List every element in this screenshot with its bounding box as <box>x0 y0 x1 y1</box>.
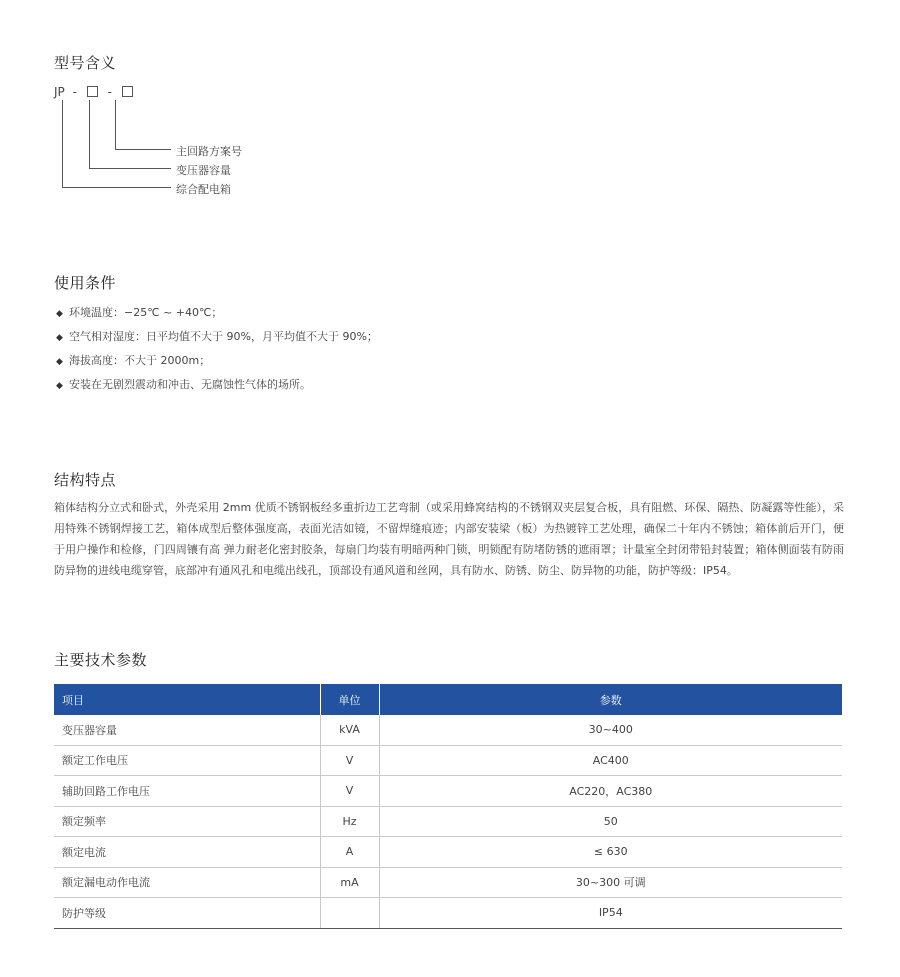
scheme-code-box <box>122 86 133 97</box>
table-header-row <box>54 684 842 715</box>
diamond-bullet-icon: ◆ <box>56 333 63 343</box>
column-header-value: 参数 <box>379 684 842 715</box>
legend-box-type: 综合配电箱 <box>176 183 231 196</box>
diamond-bullet-icon: ◆ <box>56 381 63 391</box>
condition-item: ◆ 安装在无剧烈震动和冲击、无腐蚀性气体的场所。 <box>56 378 311 391</box>
legend-capacity: 变压器容量 <box>176 164 231 177</box>
model-heading: 型号含义 <box>54 54 117 72</box>
column-header-unit: 单位 <box>320 684 379 715</box>
connector-line <box>62 100 63 188</box>
table-row: 额定频率 Hz 50 <box>54 806 842 837</box>
model-dash: - <box>107 84 112 99</box>
connector-line <box>115 100 116 150</box>
model-dash: - <box>72 84 77 99</box>
table-row: 额定电流 A ≤ 630 <box>54 837 842 868</box>
params-heading: 主要技术参数 <box>54 651 148 669</box>
structure-heading: 结构特点 <box>54 471 117 489</box>
condition-item: ◆ 空气相对湿度：日平均值不大于 90%，月平均值不大于 90%； <box>56 330 378 343</box>
table-row: 防护等级 IP54 <box>54 898 842 929</box>
capacity-code-box <box>87 86 98 97</box>
conditions-list <box>56 304 378 400</box>
table-row: 额定漏电动作电流 mA 30~300 可调 <box>54 867 842 898</box>
legend-scheme: 主回路方案号 <box>176 145 242 158</box>
table-row: 额定工作电压 V AC400 <box>54 745 842 776</box>
diamond-bullet-icon: ◆ <box>56 357 63 367</box>
structure-paragraph: 箱体结构分立式和卧式，外壳采用 2mm 优质不锈钢板经多重折边工艺弯制（或采用蜂窝结构的不锈钢双夹层复合板，具有阻燃、环保、隔热、防凝露等性能），采用特殊不锈钢焊接工艺，箱体成型后整体强度高，表面光洁如镜，不留焊缝痕迹；内部安装梁（板）为热镀锌工艺处理，确保二十年内不锈蚀；箱体前后开门，便于用户操作和检修，门四周镶有高 弹力耐老化密封胶条，每扇门均装有明暗两种门锁，明锁配有防堵防锈的遮雨罩；计量室全封闭带铅封装置；箱体侧面装有防雨防异物的进线电缆穿管，底部冲有通风孔和电缆出线孔，顶部设有通风道和丝网，具有防水、防锈、防尘、防异物的功能，防护等级：IP54。 <box>54 501 844 577</box>
model-prefix: JP <box>54 84 65 99</box>
condition-item: ◆ 环境温度：−25℃ ~ +40℃； <box>56 306 223 319</box>
table-row: 辅助回路工作电压 V AC220，AC380 <box>54 776 842 807</box>
connector-line <box>115 149 171 150</box>
column-header-item: 项目 <box>54 684 320 715</box>
conditions-heading: 使用条件 <box>54 274 117 292</box>
table-row: 变压器容量 kVA 30~400 <box>54 715 842 745</box>
diamond-bullet-icon: ◆ <box>56 309 63 319</box>
condition-item: ◆ 海拔高度：不大于 2000m； <box>56 354 211 367</box>
model-code <box>54 84 135 100</box>
params-table <box>54 684 842 929</box>
connector-line <box>89 168 171 169</box>
connector-line <box>89 100 90 169</box>
connector-line <box>62 187 171 188</box>
